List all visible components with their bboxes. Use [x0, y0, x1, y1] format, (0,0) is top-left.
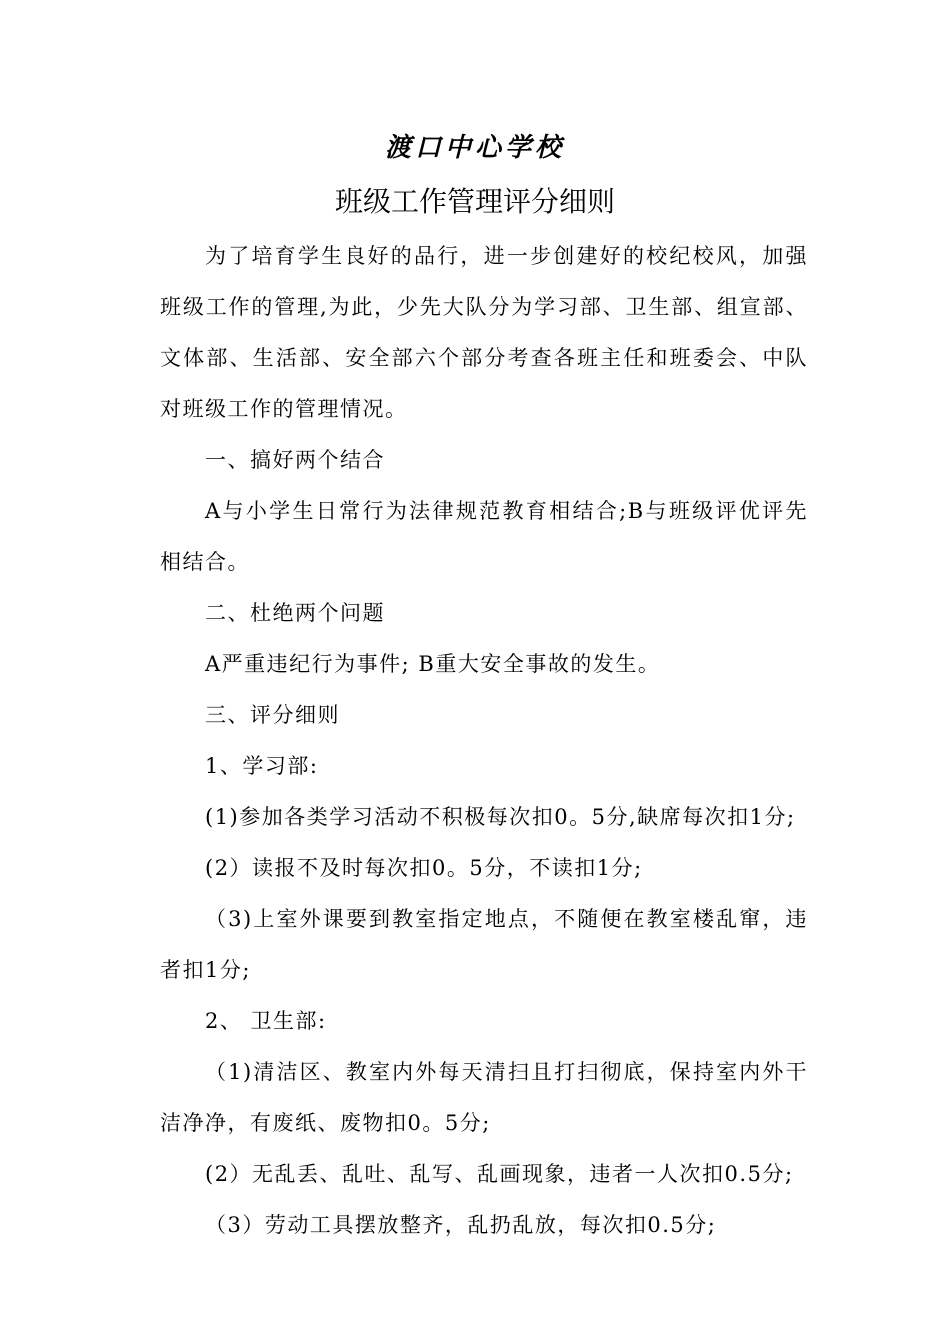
hygiene-item: (2）无乱丢、乱吐、乱写、乱画现象，违者一人次扣0.5分; [205, 1162, 794, 1186]
hygiene-heading: 2、 卫生部: [205, 1009, 327, 1033]
study-heading: 1、学习部: [205, 754, 319, 778]
hygiene-item: （3）劳动工具摆放整齐，乱扔乱放，每次扣0.5分; [205, 1213, 717, 1237]
intro-paragraph: 为了培育学生良好的品行，进一步创建好的校纪校风，加强班级工作的管理,为此，少先大队分为学习部、卫生部、组宣部、文体部、生活部、安全部六个部分考查各班主任和班委会、中队对班级工作的管理情况。 [160, 244, 808, 421]
document-body [160, 231, 808, 1251]
school-name: 渡口中心学校 [384, 133, 565, 163]
section1-heading: 一、搞好两个结合 [205, 448, 385, 472]
document-title: 班级工作管理评分细则 [334, 185, 615, 218]
study-item: (2）读报不及时每次扣0。5分，不读扣1分; [205, 856, 643, 880]
section2-heading: 二、杜绝两个问题 [205, 601, 385, 625]
section3-heading: 三、评分细则 [205, 703, 340, 727]
study-item: (1)参加各类学习活动不积极每次扣0。5分,缺席每次扣1分; [205, 805, 796, 829]
section2-text: A严重违纪行为事件; B重大安全事故的发生。 [205, 652, 661, 676]
hygiene-item: （1)清洁区、教室内外每天清扫且打扫彻底，保持室内外干洁净净，有废纸、废物扣0。5分; [160, 1060, 808, 1135]
section1-text: A与小学生日常行为法律规范教育相结合;B与班级评优评先相结合。 [160, 499, 808, 574]
study-item: （3)上室外课要到教室指定地点，不随便在教室楼乱窜，违者扣1分; [160, 907, 808, 982]
